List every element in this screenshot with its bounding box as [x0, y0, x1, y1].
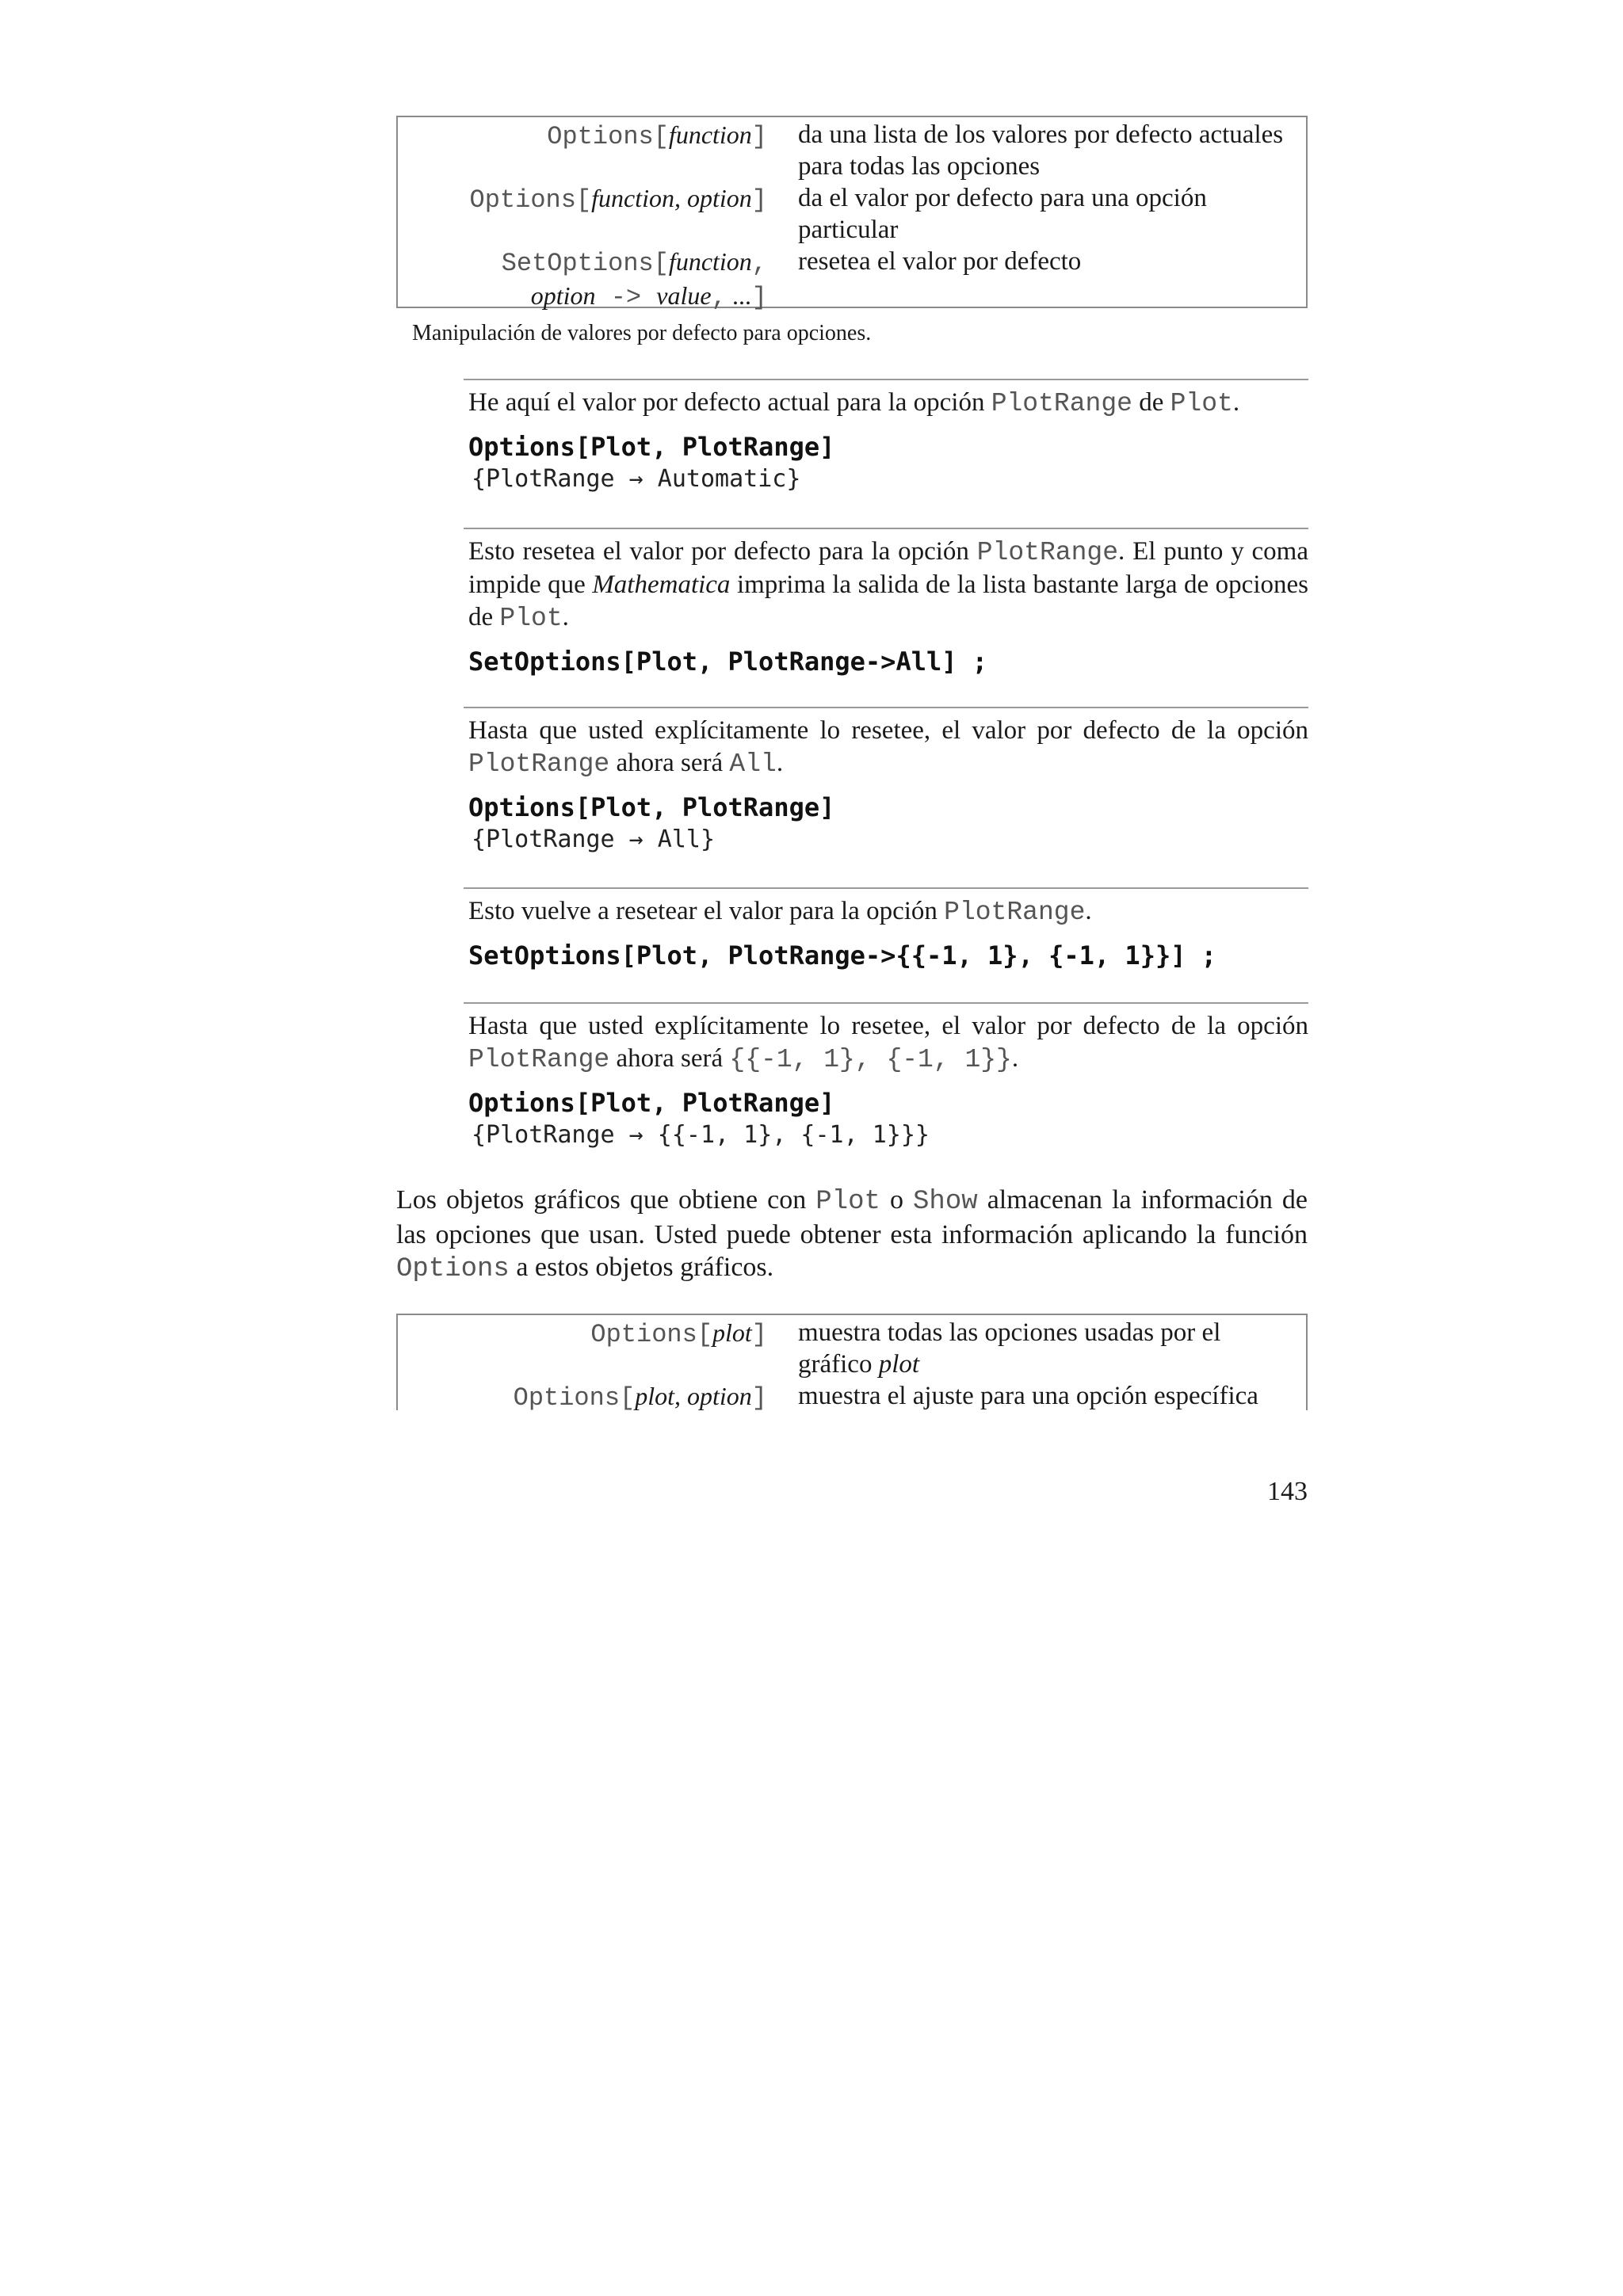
table-function-cell: Options[function]	[547, 120, 767, 151]
cell-divider	[464, 1002, 1308, 1004]
table-function-cell: Options[plot]	[590, 1318, 767, 1349]
table-row	[398, 1317, 1306, 1380]
table-caption: Manipulación de valores por defecto para opciones.	[412, 321, 872, 345]
body-paragraph: Los objetos gráficos que obtiene con Plot o Show almacenan la información de las opciones que usan. Usted puede obtener esta información aplicando la función Options a estos objetos gráficos.	[396, 1185, 1308, 1284]
cell-description: Esto resetea el valor por defecto para la opción PlotRange. El punto y coma impide que Mathematica imprima la salida de la lista bastante larga de opciones de Plot.	[468, 537, 1308, 633]
cell-description: Hasta que usted explícitamente lo resetee, el valor por defecto de la opción PlotRange ahora será {{-1, 1}, {-1, 1}}.	[468, 1012, 1308, 1074]
table-row	[398, 1380, 1306, 1412]
cell-divider	[464, 379, 1308, 380]
cell-divider	[464, 528, 1308, 529]
example-cell	[464, 379, 1308, 494]
table-description-cell: da el valor por defecto para una opción particular	[798, 184, 1207, 244]
example-cell	[464, 707, 1308, 855]
table-row	[398, 119, 1306, 182]
output-result: {PlotRange → All}	[472, 826, 716, 853]
cell-divider	[464, 887, 1308, 889]
input-code: SetOptions[Plot, PlotRange->{{-1, 1}, {-1, 1}}] ;	[468, 940, 1217, 971]
table-row	[398, 182, 1306, 246]
input-code: Options[Plot, PlotRange]	[468, 1088, 835, 1118]
plot-options-table	[396, 1314, 1308, 1413]
options-table	[396, 116, 1308, 312]
cell-divider	[464, 707, 1308, 708]
table-row	[398, 246, 1306, 312]
table-description-cell: muestra todas las opciones usadas por el gráfico plot	[798, 1318, 1221, 1379]
page-number: 143	[1267, 1477, 1308, 1506]
example-cell	[464, 887, 1308, 971]
output-result: {PlotRange → {{-1, 1}, {-1, 1}}}	[472, 1121, 930, 1149]
table-function-cell: Options[function, option]	[469, 184, 767, 215]
input-code: Options[Plot, PlotRange]	[468, 792, 835, 822]
cell-description: He aquí el valor por defecto actual para la opción PlotRange de Plot.	[468, 388, 1240, 418]
table-function-cell: SetOptions[function, option -> value, ...]	[501, 247, 767, 312]
example-cell	[464, 528, 1308, 677]
table-function-cell: Options[plot, option]	[513, 1382, 767, 1413]
cell-description: Hasta que usted explícitamente lo resetee, el valor por defecto de la opción PlotRange ahora será All.	[468, 716, 1308, 779]
table-description-cell: da una lista de los valores por defecto actuales para todas las opciones	[798, 120, 1284, 181]
table-description-cell: muestra el ajuste para una opción específica	[798, 1382, 1258, 1410]
input-code: SetOptions[Plot, PlotRange->All] ;	[468, 646, 988, 677]
output-result: {PlotRange → Automatic}	[472, 465, 801, 493]
cell-description: Esto vuelve a resetear el valor para la opción PlotRange.	[468, 897, 1092, 927]
input-code: Options[Plot, PlotRange]	[468, 432, 835, 462]
table-description-cell: resetea el valor por defecto	[798, 247, 1082, 276]
example-cell	[464, 1002, 1308, 1150]
